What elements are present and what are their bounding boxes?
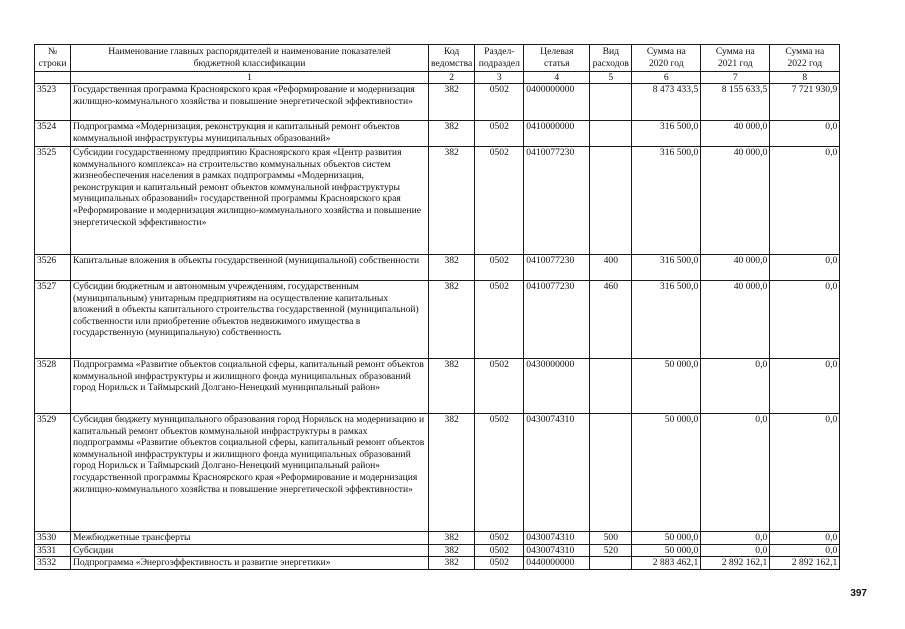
row-exp-type: 460 — [590, 281, 632, 359]
row-target: 0410000000 — [524, 121, 590, 147]
row-section: 0502 — [475, 414, 524, 532]
row-target: 0430074310 — [524, 414, 590, 532]
row-dept: 382 — [429, 414, 475, 532]
budget-table — [34, 44, 840, 570]
table-row — [35, 557, 840, 570]
header-name: Наименование главных распорядителей и наименование показателей бюджетной классификации — [71, 45, 429, 72]
row-dept: 382 — [429, 281, 475, 359]
row-section: 0502 — [475, 281, 524, 359]
row-name: Субсидии — [71, 544, 429, 557]
row-sum-2021: 40 000,0 — [701, 147, 770, 255]
row-sum-2020: 50 000,0 — [632, 414, 701, 532]
row-target: 0400000000 — [524, 84, 590, 121]
row-name: Подпрограмма «Модернизация, реконструкция и капитальный ремонт объектов коммунальной инфраструктуры муниципальных образований» — [71, 121, 429, 147]
row-number: 3532 — [35, 557, 71, 570]
table-row — [35, 544, 840, 557]
row-exp-type: 400 — [590, 255, 632, 281]
table-row — [35, 414, 840, 532]
table-row — [35, 121, 840, 147]
column-number: 1 — [71, 72, 429, 84]
row-exp-type: 500 — [590, 532, 632, 545]
row-number: 3526 — [35, 255, 71, 281]
header-dept-code: Код ведомства — [429, 45, 475, 72]
row-dept: 382 — [429, 532, 475, 545]
row-target: 0430074310 — [524, 544, 590, 557]
row-sum-2020: 2 883 462,1 — [632, 557, 701, 570]
row-section: 0502 — [475, 359, 524, 414]
row-dept: 382 — [429, 557, 475, 570]
row-exp-type — [590, 121, 632, 147]
header-target: Целевая статья — [524, 45, 590, 72]
table-row — [35, 532, 840, 545]
row-exp-type — [590, 147, 632, 255]
row-name: Государственная программа Красноярского края «Реформирование и модернизация жилищно-коммунального хозяйства и повышение энергетической эффективности» — [71, 84, 429, 121]
row-sum-2020: 50 000,0 — [632, 359, 701, 414]
row-section: 0502 — [475, 147, 524, 255]
row-target: 0410077230 — [524, 147, 590, 255]
row-sum-2022: 2 892 162,1 — [770, 557, 840, 570]
row-dept: 382 — [429, 147, 475, 255]
row-dept: 382 — [429, 544, 475, 557]
row-name: Субсидии государственному предприятию Красноярского края «Центр развития коммунального комплекса» на строительство коммунальных объектов систем жизнеобеспечения населения в рамках подпрограммы «Модернизация, реконструкция и капитальный ремонт объектов коммунальной инфраструктуры муниципальных образований» государственной программы Красноярского края «Реформирование и модернизация жилищно-коммунального хозяйства и повышение энергетической эффективности» — [71, 147, 429, 255]
row-section: 0502 — [475, 84, 524, 121]
row-dept: 382 — [429, 121, 475, 147]
row-number: 3524 — [35, 121, 71, 147]
row-exp-type — [590, 414, 632, 532]
header-section: Раздел- подраздел — [475, 45, 524, 72]
row-exp-type — [590, 84, 632, 121]
row-section: 0502 — [475, 255, 524, 281]
row-section: 0502 — [475, 532, 524, 545]
table-header-row — [35, 45, 840, 72]
column-number: 5 — [590, 72, 632, 84]
row-sum-2020: 316 500,0 — [632, 281, 701, 359]
row-target: 0430074310 — [524, 532, 590, 545]
row-number: 3523 — [35, 84, 71, 121]
column-number-row — [35, 72, 840, 84]
row-number: 3525 — [35, 147, 71, 255]
row-sum-2022: 7 721 930,9 — [770, 84, 840, 121]
header-row-no: № строки — [35, 45, 71, 72]
row-name: Субсидия бюджету муниципального образования город Норильск на модернизацию и капитальный ремонт объектов коммунальной инфраструктуры в рамках подпрограммы «Развитие объектов социальной сферы, капитальный ремонт объектов коммунальной инфраструктуры и жилищного фонда муниципальных образований город Норильск и Таймырский Долгано-Ненецкий муниципальный район» государственной программы Красноярского края «Реформирование и модернизация жилищно-коммунального хозяйства и повышение энергетической эффективности» — [71, 414, 429, 532]
row-sum-2021: 8 155 633,5 — [701, 84, 770, 121]
row-exp-type — [590, 557, 632, 570]
table-row — [35, 359, 840, 414]
row-target: 0430000000 — [524, 359, 590, 414]
header-sum-2022: Сумма на 2022 год — [770, 45, 840, 72]
row-sum-2021: 0,0 — [701, 544, 770, 557]
row-sum-2022: 0,0 — [770, 359, 840, 414]
row-sum-2022: 0,0 — [770, 544, 840, 557]
table-row — [35, 281, 840, 359]
row-sum-2022: 0,0 — [770, 255, 840, 281]
column-number: 8 — [770, 72, 840, 84]
row-exp-type — [590, 359, 632, 414]
row-sum-2021: 40 000,0 — [701, 255, 770, 281]
row-number: 3529 — [35, 414, 71, 532]
row-dept: 382 — [429, 359, 475, 414]
row-sum-2021: 2 892 162,1 — [701, 557, 770, 570]
row-sum-2022: 0,0 — [770, 414, 840, 532]
row-target: 0410077230 — [524, 255, 590, 281]
row-number: 3531 — [35, 544, 71, 557]
row-sum-2021: 40 000,0 — [701, 281, 770, 359]
row-name: Подпрограмма «Развитие объектов социальной сферы, капитальный ремонт объектов коммунальной инфраструктуры и жилищного фонда муниципальных образований город Норильск и Таймырский Долгано-Ненецкий муниципальный район» — [71, 359, 429, 414]
row-sum-2022: 0,0 — [770, 147, 840, 255]
table-row — [35, 84, 840, 121]
row-sum-2022: 0,0 — [770, 532, 840, 545]
row-sum-2021: 0,0 — [701, 359, 770, 414]
row-number: 3527 — [35, 281, 71, 359]
row-dept: 382 — [429, 84, 475, 121]
header-sum-2021: Сумма на 2021 год — [701, 45, 770, 72]
row-sum-2020: 316 500,0 — [632, 147, 701, 255]
table-row — [35, 147, 840, 255]
row-sum-2021: 0,0 — [701, 532, 770, 545]
column-number: 4 — [524, 72, 590, 84]
row-sum-2021: 0,0 — [701, 414, 770, 532]
column-number: 6 — [632, 72, 701, 84]
row-name: Подпрограмма «Энергоэффективность и развитие энергетики» — [71, 557, 429, 570]
column-number — [35, 72, 71, 84]
column-number: 7 — [701, 72, 770, 84]
row-sum-2020: 316 500,0 — [632, 255, 701, 281]
row-number: 3530 — [35, 532, 71, 545]
row-section: 0502 — [475, 557, 524, 570]
column-number: 2 — [429, 72, 475, 84]
row-number: 3528 — [35, 359, 71, 414]
row-exp-type: 520 — [590, 544, 632, 557]
row-sum-2022: 0,0 — [770, 281, 840, 359]
row-section: 0502 — [475, 121, 524, 147]
row-target: 0440000000 — [524, 557, 590, 570]
table-row — [35, 255, 840, 281]
column-number: 3 — [475, 72, 524, 84]
row-target: 0410077230 — [524, 281, 590, 359]
row-section: 0502 — [475, 544, 524, 557]
row-name: Межбюджетные трансферты — [71, 532, 429, 545]
row-sum-2022: 0,0 — [770, 121, 840, 147]
budget-sheet — [34, 44, 840, 570]
row-sum-2020: 8 473 433,5 — [632, 84, 701, 121]
row-sum-2020: 50 000,0 — [632, 532, 701, 545]
row-name: Субсидии бюджетным и автономным учреждениям, государственным (муниципальным) унитарным предприятиям на осуществление капитальных вложений в объекты капитального строительства государственной (муниципальной) собственности или приобретение объектов недвижимого имущества в государственную (муниципальную) собственность — [71, 281, 429, 359]
header-exp-type: Вид расходов — [590, 45, 632, 72]
row-sum-2020: 50 000,0 — [632, 544, 701, 557]
row-sum-2020: 316 500,0 — [632, 121, 701, 147]
row-sum-2021: 40 000,0 — [701, 121, 770, 147]
row-dept: 382 — [429, 255, 475, 281]
header-sum-2020: Сумма на 2020 год — [632, 45, 701, 72]
row-name: Капитальные вложения в объекты государственной (муниципальной) собственности — [71, 255, 429, 281]
page-number: 397 — [850, 588, 867, 599]
